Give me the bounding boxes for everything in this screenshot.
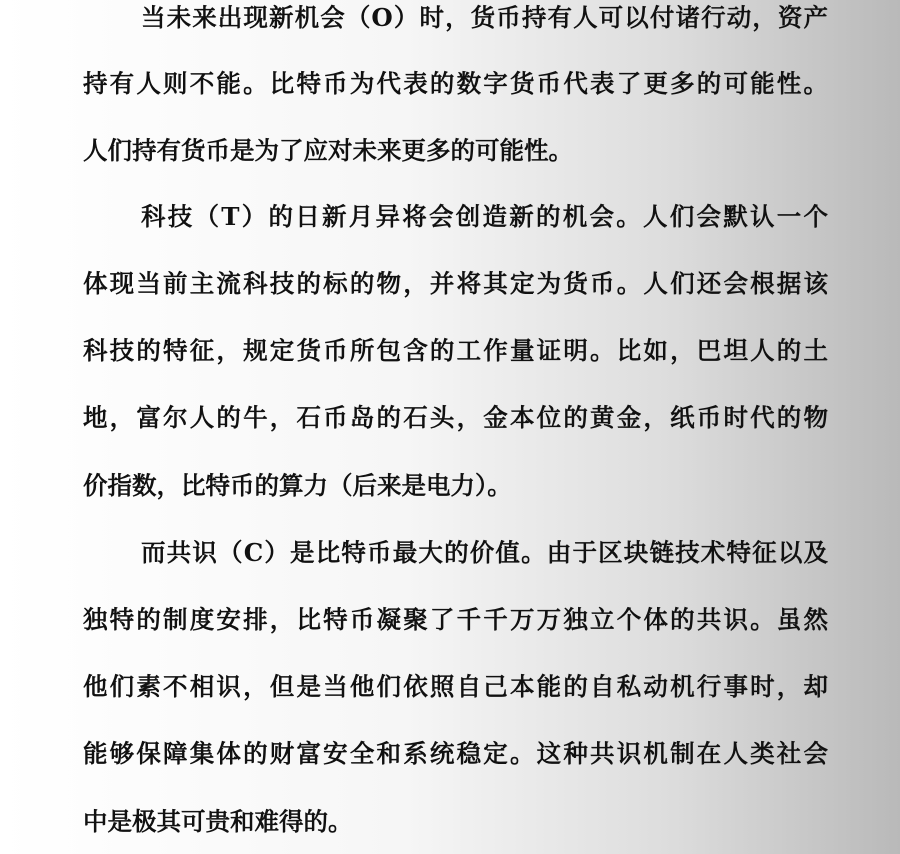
text-line: 科技的特征，规定货币所包含的工作量证明。比如，巴坦人的土 [83,336,828,365]
text-line: 价指数，比特币的算力（后来是电力）。 [83,471,512,500]
text-line: 体现当前主流科技的标的物，并将其定为货币。人们还会根据该 [83,269,828,298]
text-line: 人们持有货币是为了应对未来更多的可能性。 [83,136,573,165]
text-line: 地，富尔人的牛，石币岛的石头，金本位的黄金，纸币时代的物 [83,403,828,432]
text-line: 中是极其可贵和难得的。 [83,807,353,836]
text-line: 当未来出现新机会（O）时，货币持有人可以付诸行动，资产 [141,3,828,32]
text-line: 他们素不相识，但是当他们依照自己本能的自私动机行事时，却 [83,672,828,701]
text-line: 科技（T）的日新月异将会创造新的机会。人们会默认一个 [141,202,828,231]
text-line: 持有人则不能。比特币为代表的数字货币代表了更多的可能性。 [83,69,828,98]
text-line: 而共识（C）是比特币最大的价值。由于区块链技术特征以及 [141,538,828,567]
text-line: 独特的制度安排，比特币凝聚了千千万万独立个体的共识。虽然 [83,605,828,634]
text-line: 能够保障集体的财富安全和系统稳定。这种共识机制在人类社会 [83,739,828,768]
